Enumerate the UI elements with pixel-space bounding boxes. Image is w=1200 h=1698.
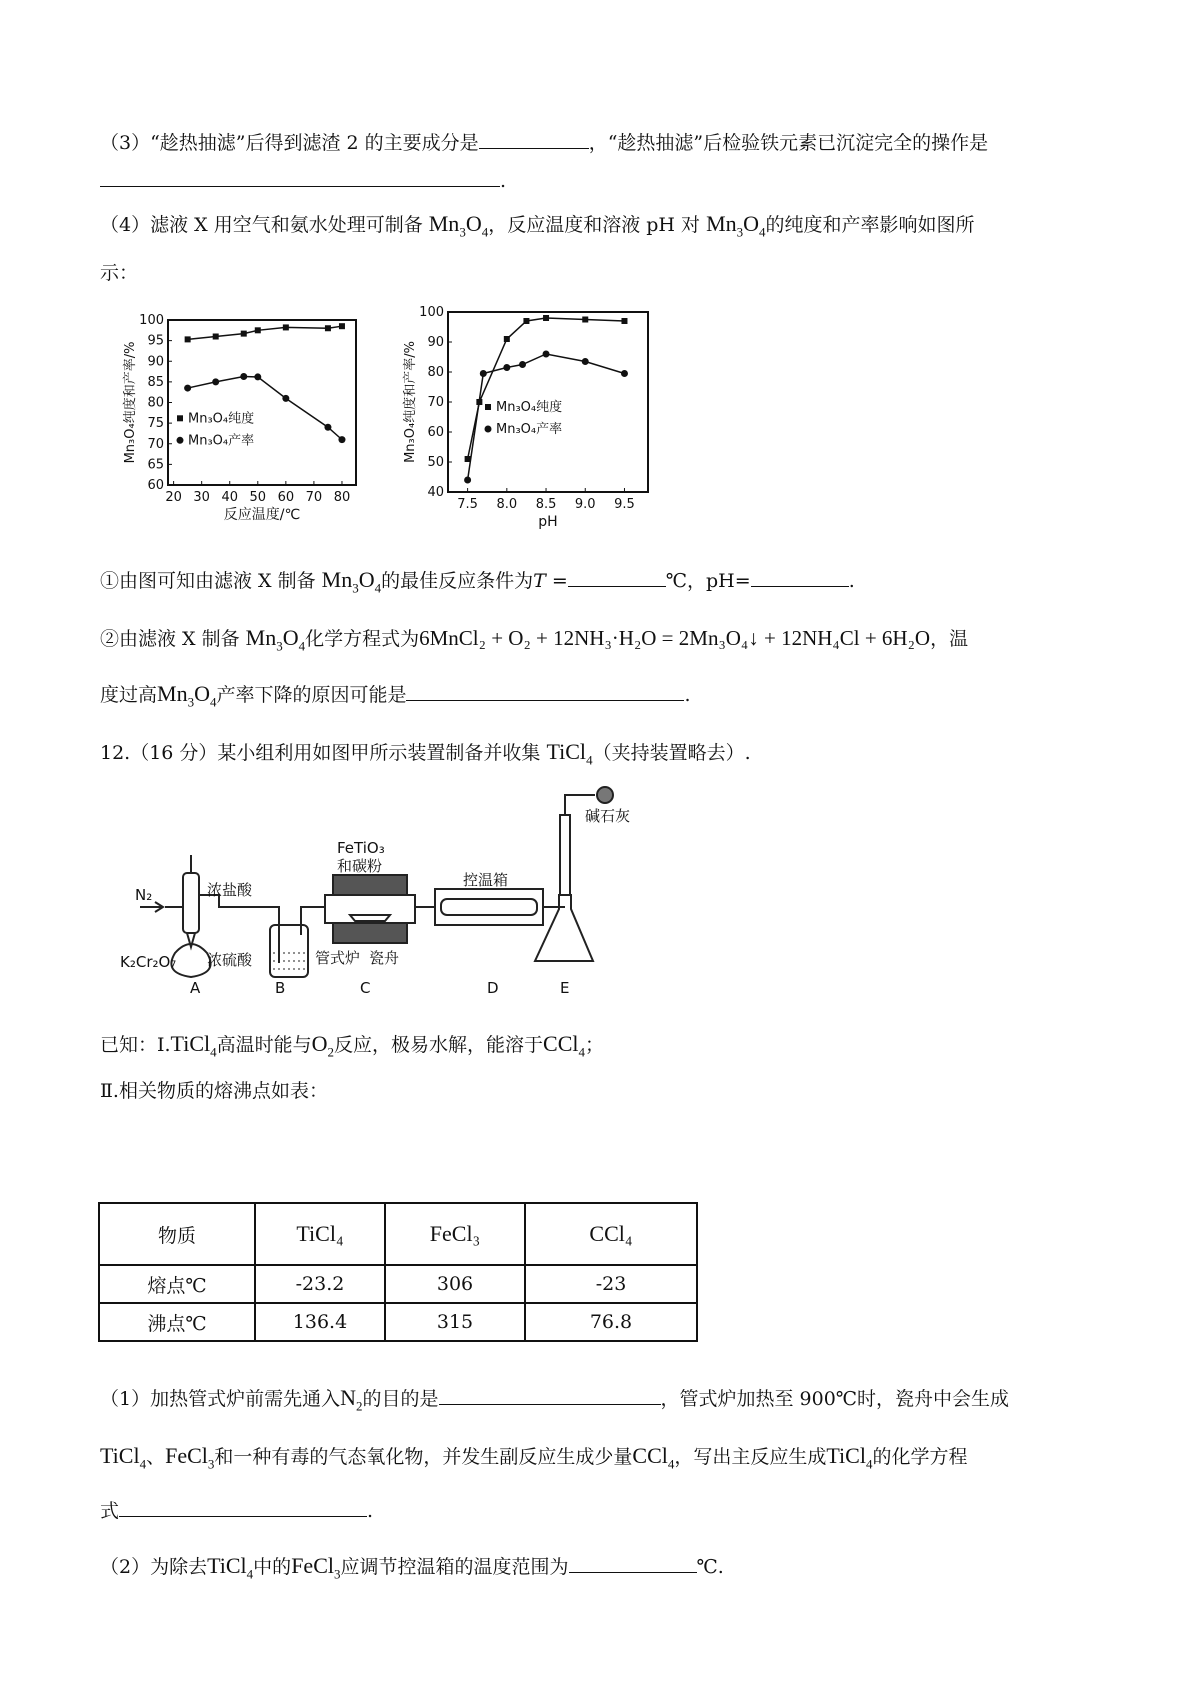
q12-2-text: （2）为除去 — [100, 1556, 208, 1578]
x-tick-label: 50 — [249, 490, 267, 505]
q4-2-line1 — [100, 624, 968, 654]
data-point-circle — [282, 395, 289, 402]
mn3o4-formula: $Mn_3O_4$ — [157, 681, 217, 710]
series-line — [468, 318, 625, 459]
q12-1-text: （1）加热管式炉前需先通入 — [100, 1388, 341, 1410]
melting-boiling-table — [98, 1202, 698, 1342]
mn3o4-formula: $Mn_3O_4$ — [245, 625, 306, 654]
table-cell: -23.2 — [255, 1265, 385, 1303]
q4-line2 — [100, 258, 138, 285]
data-point-square — [621, 318, 627, 324]
fetio3-label: FeTiO₃ — [337, 839, 385, 857]
y-tick-label: 85 — [147, 374, 164, 390]
ticl4-formula: TiCl$_4$ — [100, 1443, 147, 1472]
mn3o4-formula: $Mn_3O_4$ — [706, 211, 766, 240]
tube-furnace-icon — [325, 895, 415, 923]
data-point-circle — [582, 358, 589, 365]
y-tick-label: 70 — [427, 395, 444, 410]
known-text-2: 高温时能与 — [216, 1034, 312, 1056]
data-point-circle — [254, 373, 261, 380]
series-line — [188, 326, 342, 339]
data-point-square — [325, 325, 331, 331]
y-tick-label: 70 — [147, 436, 164, 452]
q4-text-4: 示： — [100, 262, 139, 284]
data-point-square — [543, 315, 549, 321]
data-point-circle — [480, 370, 487, 377]
soda-lime-tube-icon — [597, 787, 613, 803]
data-point-circle — [621, 370, 628, 377]
label-d: D — [487, 979, 499, 997]
data-point-square — [283, 324, 289, 330]
y-tick-label: 100 — [139, 313, 164, 328]
x-tick-label: 80 — [333, 490, 351, 505]
table-cell: 136.4 — [255, 1303, 385, 1341]
temperature-box-icon — [435, 889, 543, 925]
y-axis-label: Mn₃O₄纯度和产率/% — [123, 341, 138, 464]
mn3o4-formula: $Mn_3O_4$ — [321, 567, 382, 596]
q4-1-line — [100, 566, 855, 596]
data-point-circle — [184, 385, 191, 392]
known-line2 — [100, 1076, 328, 1103]
x-axis-label: pH — [538, 514, 558, 530]
furnace-label: 管式炉 — [315, 949, 361, 967]
legend-label: Mn₃O₄产率 — [496, 422, 563, 437]
known-text: 已知：Ⅰ. — [100, 1034, 171, 1056]
q12-2-text-4: ℃. — [696, 1556, 724, 1578]
y-tick-label: 90 — [427, 335, 444, 350]
q3-line2: . — [100, 168, 506, 192]
y-tick-label: 60 — [427, 425, 444, 440]
q12-text: 12.（16 分）某小组利用如图甲所示装置制备并收集 — [100, 742, 541, 764]
x-tick-label: 60 — [277, 490, 295, 505]
q12-line — [100, 738, 751, 768]
legend-label: Mn₃O₄产率 — [188, 433, 255, 449]
q12-1-text-8: 式 — [100, 1500, 120, 1522]
legend-marker-circle — [485, 426, 492, 433]
label-b: B — [275, 979, 286, 997]
q4-1-text-2: 的最佳反应条件为 — [381, 570, 534, 592]
known-text-4: ； — [585, 1034, 605, 1056]
known-line1 — [100, 1030, 604, 1060]
x-tick-label: 20 — [165, 490, 182, 505]
temperature-symbol: T = — [533, 570, 568, 592]
temperature-blank[interactable] — [568, 568, 666, 587]
ticl4-formula: TiCl$_4$ — [546, 739, 593, 768]
y-tick-label: 40 — [427, 485, 444, 500]
x-tick-label: 40 — [221, 490, 239, 505]
q4-2-blank[interactable] — [406, 682, 684, 701]
q3-blank-2[interactable] — [100, 168, 500, 187]
x-tick-label: 7.5 — [457, 497, 478, 512]
carbon-label: 和碳粉 — [337, 857, 383, 875]
q4-2-text-4: 度过高 — [100, 684, 158, 706]
data-point-square — [255, 327, 261, 333]
y-tick-label: 60 — [147, 478, 164, 493]
h2so4-label: 浓硫酸 — [207, 951, 253, 969]
condenser-icon — [560, 815, 570, 895]
n2-label: N₂ — [135, 886, 153, 904]
table-header: 物质 — [99, 1203, 255, 1265]
ph-blank[interactable] — [751, 568, 849, 587]
data-point-square — [339, 323, 345, 329]
n2-formula: $N_2$ — [340, 1385, 363, 1414]
box-label: 控温箱 — [463, 871, 509, 889]
q12-1-text-5: 和一种有毒的气态氧化物，并发生副反应生成少量 — [214, 1446, 633, 1468]
mn3o4-formula: $Mn_3O_4$ — [428, 211, 489, 240]
hcl-label: 浓盐酸 — [207, 881, 253, 899]
q4-text: （4）滤液 X 用空气和氨水处理可制备 — [100, 214, 423, 236]
x-tick-label: 9.5 — [614, 497, 635, 512]
known-text-5: Ⅱ.相关物质的熔沸点如表： — [100, 1080, 328, 1102]
q12-1-end: . — [367, 1500, 374, 1522]
data-point-square — [582, 317, 588, 323]
data-point-circle — [212, 378, 219, 385]
data-point-square — [523, 318, 529, 324]
fecl3-formula: FeCl$_3$ — [291, 1553, 341, 1582]
x-tick-label: 30 — [193, 490, 210, 505]
data-point-square — [504, 336, 510, 342]
y-axis-label: Mn₃O₄纯度和产率/% — [403, 341, 418, 463]
q12-1-text-3: ，管式炉加热至 900℃时，瓷舟中会生成 — [660, 1388, 1010, 1410]
legend-label: Mn₃O₄纯度 — [188, 411, 255, 427]
apparatus-diagram — [115, 785, 675, 1000]
q12-1-text-7: 的化学方程 — [872, 1446, 968, 1468]
y-tick-label: 90 — [147, 354, 164, 370]
data-point-square — [213, 334, 219, 340]
o2-formula: $O_2$ — [311, 1031, 335, 1060]
table-row — [99, 1265, 697, 1303]
ticl4-formula: TiCl$_4$ — [170, 1031, 217, 1060]
q3-text: （3）“趁热抽滤”后得到滤渣 2 的主要成分是 — [100, 132, 479, 154]
q12-1-line3 — [100, 1496, 373, 1523]
q4-2-end: . — [684, 684, 691, 706]
q4-2-text-3: ，温 — [930, 628, 969, 650]
q12-2-blank[interactable] — [569, 1554, 697, 1573]
q4-2-text-5: 产率下降的原因可能是 — [216, 684, 407, 706]
table-header: TiCl₄ — [255, 1203, 385, 1265]
y-tick-label: 95 — [147, 333, 164, 349]
plot-frame — [168, 320, 356, 485]
figure-charts — [118, 300, 718, 540]
legend-marker-square — [485, 404, 491, 410]
q4-line1 — [100, 210, 975, 240]
y-tick-label: 75 — [147, 416, 164, 432]
boat-label: 瓷舟 — [369, 949, 400, 967]
data-point-square — [185, 336, 191, 342]
series-line — [468, 354, 625, 480]
q4-1-end: . — [848, 570, 855, 592]
label-c: C — [360, 979, 371, 997]
x-tick-label: 9.0 — [574, 497, 596, 512]
y-tick-label: 50 — [427, 455, 444, 470]
ccl4-formula: CCl$_4$ — [632, 1443, 675, 1472]
data-point-circle — [324, 424, 331, 431]
q4-2-text-2: 化学方程式为 — [305, 628, 420, 650]
x-tick-label: 8.5 — [535, 497, 557, 512]
dropping-funnel-icon — [183, 873, 199, 933]
x-tick-label: 70 — [305, 490, 323, 505]
q4-text-2: ，反应温度和溶液 pH 对 — [488, 214, 701, 236]
legend-marker-circle — [177, 437, 184, 444]
q4-1-text-3: ℃，pH= — [665, 570, 751, 592]
table-cell: 沸点℃ — [99, 1303, 255, 1341]
lime-label: 碱石灰 — [585, 807, 631, 825]
q12-1-line2 — [100, 1442, 967, 1472]
data-point-square — [241, 331, 247, 337]
q12-1-line1 — [100, 1384, 1009, 1414]
ccl4-formula: CCl$_4$ — [543, 1031, 586, 1060]
table-cell: 306 — [385, 1265, 525, 1303]
q12-1-blank-2[interactable] — [119, 1498, 367, 1517]
data-point-circle — [338, 436, 345, 443]
legend-label: Mn₃O₄纯度 — [496, 400, 563, 415]
table-header: FeCl₃ — [385, 1203, 525, 1265]
q4-2-text: ②由滤液 X 制备 — [100, 628, 240, 650]
x-tick-label: 8.0 — [496, 497, 518, 512]
fecl3-formula: FeCl$_3$ — [165, 1443, 215, 1472]
legend-marker-square — [177, 415, 183, 421]
known-text-3: 反应，极易水解，能溶于 — [334, 1034, 544, 1056]
table-row — [99, 1303, 697, 1341]
q12-1-blank-1[interactable] — [439, 1386, 661, 1405]
q12-2-text-2: 中的 — [253, 1556, 292, 1578]
q3-text-2: ，“趁热抽滤”后检验铁元素已沉淀完全的操作是 — [588, 132, 989, 154]
ticl4-formula: TiCl$_4$ — [826, 1443, 873, 1472]
q12-1-text-2: 的目的是 — [362, 1388, 439, 1410]
series-line — [188, 377, 342, 440]
data-point-circle — [240, 373, 247, 380]
table-header-row — [99, 1203, 697, 1265]
table-header: CCl₄ — [525, 1203, 697, 1265]
k2cr2o7-label: K₂Cr₂O₇ — [120, 953, 177, 971]
q12-2-line — [100, 1552, 724, 1582]
q3-blank-1[interactable] — [479, 130, 589, 149]
q12-1-text-6: ，写出主反应生成 — [674, 1446, 827, 1468]
y-tick-label: 100 — [419, 305, 444, 320]
q4-1-text: ①由图可知由滤液 X 制备 — [100, 570, 316, 592]
table-cell: 76.8 — [525, 1303, 697, 1341]
q12-2-text-3: 应调节控温箱的温度范围为 — [340, 1556, 569, 1578]
data-point-circle — [543, 351, 550, 358]
data-point-circle — [464, 477, 471, 484]
y-tick-label: 80 — [427, 365, 444, 380]
q12-text-2: （夹持装置略去）. — [592, 742, 751, 764]
x-axis-label: 反应温度/℃ — [223, 507, 301, 523]
ticl4-formula: TiCl$_4$ — [207, 1553, 254, 1582]
chemical-equation: 6MnCl₂ + O₂ + 12NH₃·H₂O = 2Mn₃O₄↓ + 12NH₄Cl + 6H₂O — [419, 626, 931, 650]
porcelain-boat-icon — [350, 915, 390, 921]
label-e: E — [560, 979, 570, 997]
table-cell: 315 — [385, 1303, 525, 1341]
data-point-circle — [503, 364, 510, 371]
q3-line1 — [100, 128, 988, 155]
q4-2-line2 — [100, 680, 691, 710]
q12-1-text-4: 、 — [146, 1446, 166, 1468]
label-a: A — [190, 979, 201, 997]
table-cell: -23 — [525, 1265, 697, 1303]
q4-text-3: 的纯度和产率影响如图所 — [765, 214, 975, 236]
data-point-circle — [519, 361, 526, 368]
y-tick-label: 65 — [147, 457, 164, 473]
y-tick-label: 80 — [147, 395, 164, 411]
table-cell: 熔点℃ — [99, 1265, 255, 1303]
